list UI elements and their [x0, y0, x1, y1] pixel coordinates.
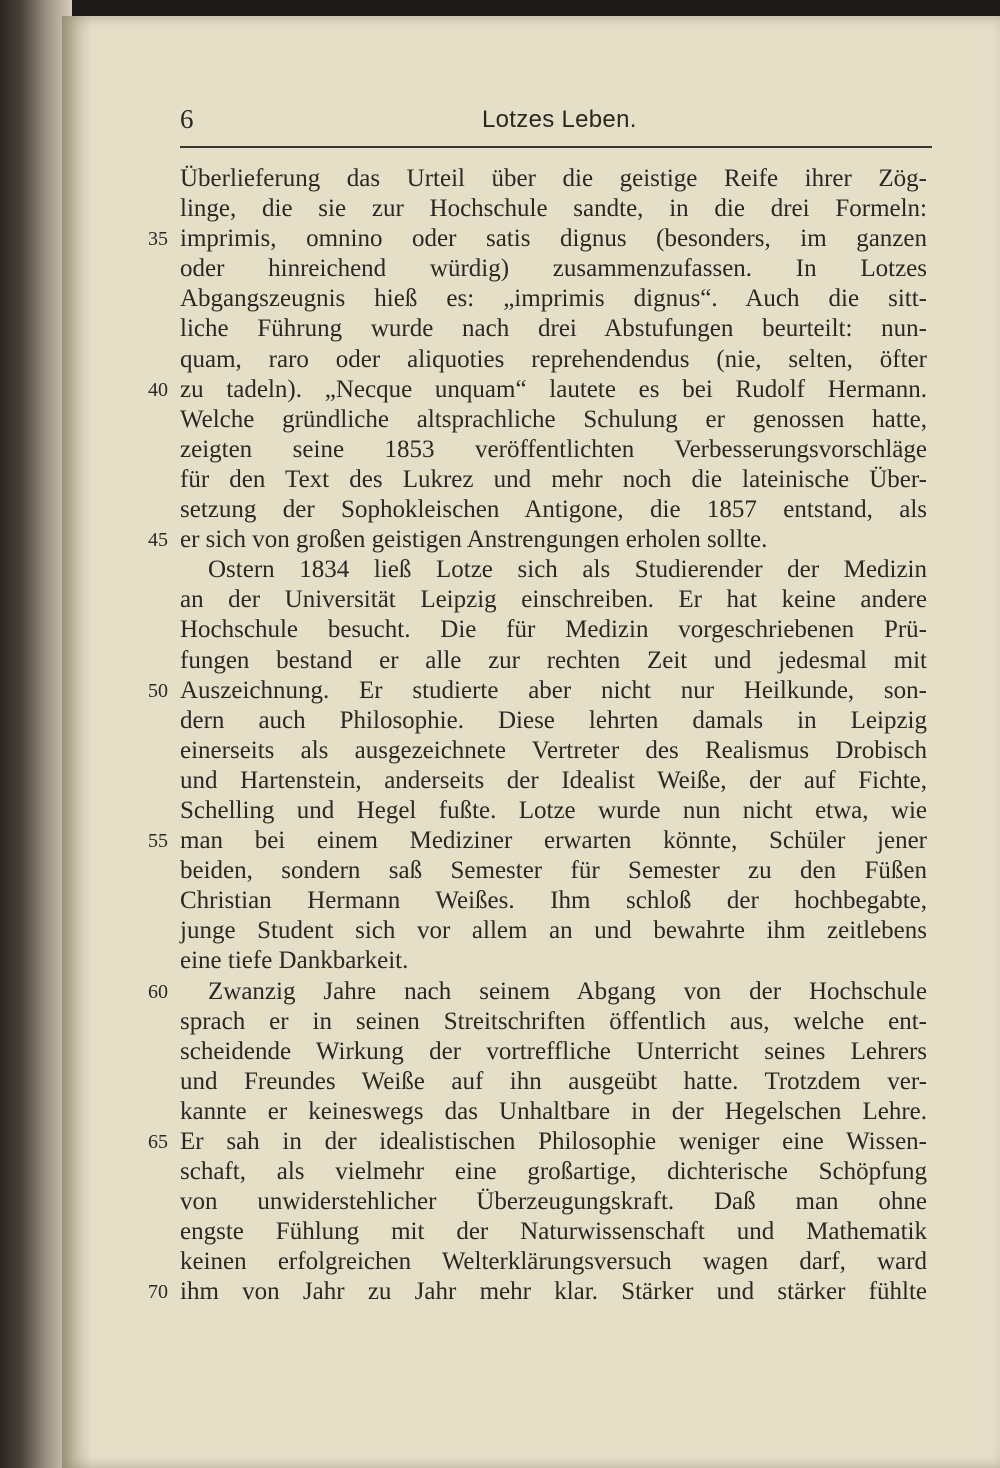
line-text: kannte er keineswegs das Unhaltbare in der Hegelschen Lehre.	[180, 1097, 927, 1125]
line-text: Er sah in der idealistischen Philosophie weniger eine Wissen-	[180, 1128, 927, 1155]
header-rule	[180, 146, 932, 148]
line-text: Ostern 1834 ließ Lotze sich als Studierender der Medizin	[208, 556, 927, 584]
line-number: 50	[148, 679, 168, 702]
line-text: keinen erfolgreichen Welterklärungsversuch wagen darf, ward	[180, 1248, 927, 1276]
line-text: setzung der Sophokleischen Antigone, die 1857 entstand, als	[180, 496, 927, 524]
line-text: fungen bestand er alle zur rechten Zeit und jedesmal mit	[180, 646, 927, 674]
text-line	[148, 615, 948, 645]
text-line	[148, 495, 948, 525]
text-line	[148, 856, 948, 886]
line-text: liche Führung wurde nach drei Abstufungen beurteilt: nun-	[180, 315, 927, 343]
line-text: zeigten seine 1853 veröffentlichten Verbesserungsvorschläge	[180, 435, 927, 463]
text-line	[148, 886, 948, 916]
text-line	[148, 525, 948, 555]
page-header	[180, 104, 932, 144]
text-line	[148, 916, 948, 946]
line-text: Schelling und Hegel fußte. Lotze wurde nun nicht etwa, wie	[180, 796, 927, 824]
line-text: oder hinreichend würdig) zusammenzufassen. In Lotzes	[180, 255, 927, 283]
text-line	[148, 1157, 948, 1187]
line-text: und Hartenstein, anderseits der Idealist Weiße, der auf Fichte,	[180, 766, 927, 794]
line-text: für den Text des Lukrez und mehr noch die lateinische Über-	[180, 465, 927, 493]
text-line	[148, 946, 948, 976]
text-line	[148, 1037, 948, 1067]
line-text: Abgangszeugnis hieß es: „imprimis dignus“. Auch die sitt-	[180, 285, 927, 313]
text-line	[148, 1097, 948, 1127]
text-line	[148, 1187, 948, 1217]
line-text: scheidende Wirkung der vortreffliche Unterricht seines Lehrers	[180, 1037, 927, 1065]
line-number: 70	[148, 1281, 168, 1304]
line-text: und Freundes Weiße auf ihn ausgeübt hatte. Trotzdem ver-	[180, 1067, 927, 1095]
text-line	[148, 646, 948, 676]
line-text: von unwiderstehlicher Überzeugungskraft. Daß man ohne	[180, 1188, 927, 1216]
line-text: quam, raro oder aliquoties reprehendendus (nie, selten, öfter	[180, 345, 927, 373]
line-text: dern auch Philosophie. Diese lehrten damals in Leipzig	[180, 706, 927, 734]
line-text: Welche gründliche altsprachliche Schulung er genossen hatte,	[180, 405, 927, 433]
text-line	[148, 1067, 948, 1097]
text-line	[148, 1217, 948, 1247]
text-line	[148, 224, 948, 254]
line-text: schaft, als vielmehr eine großartige, dichterische Schöpfung	[180, 1158, 927, 1186]
line-text: Auszeichnung. Er studierte aber nicht nur Heilkunde, son-	[180, 676, 927, 704]
line-text: linge, die sie zur Hochschule sandte, in die drei Formeln:	[180, 195, 927, 223]
text-line	[148, 314, 948, 344]
text-line	[148, 826, 948, 856]
line-text: eine tiefe Dankbarkeit.	[180, 947, 409, 975]
text-line	[148, 706, 948, 736]
line-number: 40	[148, 378, 168, 401]
page-number: 6	[180, 104, 194, 134]
running-title: Lotzes Leben.	[482, 106, 637, 133]
text-line	[148, 736, 948, 766]
text-line	[148, 194, 948, 224]
line-number: 45	[148, 529, 168, 552]
line-text: imprimis, omnino oder satis dignus (besonders, im ganzen	[180, 225, 927, 253]
text-line	[148, 977, 948, 1007]
text-line	[148, 435, 948, 465]
line-text: Christian Hermann Weißes. Ihm schloß der hochbegabte,	[180, 887, 927, 915]
line-text: zu tadeln). „Necque unquam“ lautete es bei Rudolf Hermann.	[180, 375, 927, 403]
text-line	[148, 375, 948, 405]
text-line	[148, 766, 948, 796]
line-text: engste Fühlung mit der Naturwissenschaft und Mathematik	[180, 1218, 927, 1246]
line-text: beiden, sondern saß Semester für Semester zu den Füßen	[180, 857, 927, 885]
text-line	[148, 465, 948, 495]
line-text: Zwanzig Jahre nach seinem Abgang von der Hochschule	[208, 977, 927, 1005]
line-text: einerseits als ausgezeichnete Vertreter des Realismus Drobisch	[180, 736, 927, 764]
text-line	[148, 1247, 948, 1277]
text-line	[148, 585, 948, 615]
text-line	[148, 1277, 948, 1307]
text-line	[148, 796, 948, 826]
line-number: 60	[148, 980, 168, 1003]
text-line	[148, 1127, 948, 1157]
body-text	[148, 164, 948, 1308]
line-number: 55	[148, 830, 168, 853]
line-number: 65	[148, 1131, 168, 1153]
text-line	[148, 1007, 948, 1037]
line-text: junge Student sich vor allem an und bewahrte ihm zeitlebens	[180, 917, 927, 945]
line-text: ihm von Jahr zu Jahr mehr klar. Stärker und stärker fühlte	[180, 1278, 927, 1306]
text-line	[148, 284, 948, 314]
line-text: Überlieferung das Urteil über die geistige Reife ihrer Zög-	[180, 165, 927, 192]
line-number: 35	[148, 228, 168, 251]
page-gutter-shadow	[62, 16, 92, 1468]
line-text: an der Universität Leipzig einschreiben. Er hat keine andere	[180, 586, 927, 614]
text-line	[148, 164, 948, 194]
text-line	[148, 345, 948, 375]
text-line	[148, 254, 948, 284]
text-line	[148, 405, 948, 435]
line-text: sprach er in seinen Streitschriften öffentlich aus, welche ent-	[180, 1007, 927, 1035]
line-text: man bei einem Mediziner erwarten könnte, Schüler jener	[180, 827, 927, 855]
text-line	[148, 555, 948, 585]
text-line	[148, 676, 948, 706]
line-text: er sich von großen geistigen Anstrengungen erholen sollte.	[180, 526, 768, 554]
line-text: Hochschule besucht. Die für Medizin vorgeschriebenen Prü-	[180, 616, 927, 644]
